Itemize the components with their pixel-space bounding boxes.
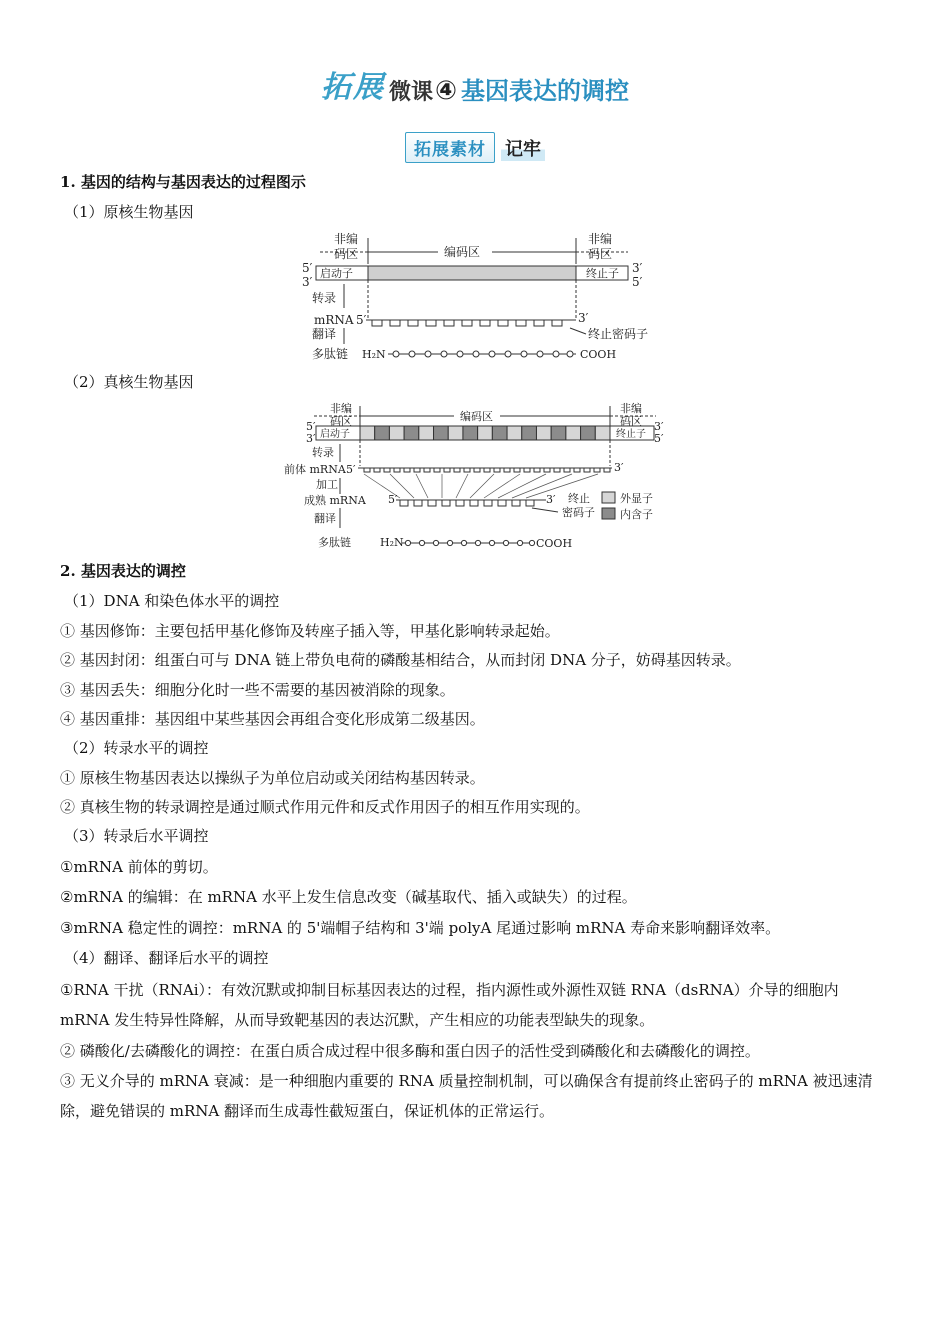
exon-block bbox=[536, 426, 551, 440]
title-number: ④ bbox=[435, 76, 458, 106]
fig1-promoter: 启动子 bbox=[320, 267, 353, 280]
section-badge bbox=[0, 132, 950, 163]
fig2-pre-codons bbox=[364, 468, 610, 472]
s2-line-2: ② 基因封闭：组蛋白可与 DNA 链上带负电荷的磷酸基相结合，从而封闭 DNA 分子，妨碍基因转录。 bbox=[60, 651, 741, 669]
intron-block bbox=[375, 426, 390, 440]
fig1-three-bottom: 3′ bbox=[302, 275, 313, 289]
intron-block bbox=[404, 426, 419, 440]
fig1-stop-codon: 终止密码子 bbox=[588, 327, 649, 341]
section1-heading: 1. 基因的结构与基因表达的过程图示 bbox=[60, 173, 306, 191]
s2-para-nmd: ③ 无义介导的 mRNA 衰减：是一种细胞内重要的 RNA 质量控制机制，可以确保含有提前终止密码子的 mRNA 被迅速清除，避免错误的 mRNA 翻译而生成毒性截短蛋白，保证机体的正常运行。 bbox=[60, 1072, 873, 1120]
fig1-mrna: mRNA bbox=[314, 313, 354, 327]
fig2-terminator: 终止子 bbox=[616, 429, 646, 440]
fig2-mature-codons bbox=[400, 500, 534, 506]
fig2-mature-three: 3′ bbox=[546, 493, 556, 506]
fig1-noncoding-left-1: 非编 bbox=[334, 232, 359, 246]
exon-block bbox=[478, 426, 493, 440]
fig1-mrna-five: 5′ bbox=[356, 313, 367, 327]
s2-line-0: （1）DNA 和染色体水平的调控 bbox=[64, 592, 280, 610]
s2-line-5: （2）转录水平的调控 bbox=[64, 739, 209, 757]
fig2-five-bottom: 5′ bbox=[654, 432, 664, 445]
prokaryotic-gene-figure bbox=[300, 228, 660, 364]
title-prefix: 拓展 bbox=[320, 70, 385, 105]
exon-block bbox=[566, 426, 581, 440]
fig2-cooh: COOH bbox=[536, 537, 573, 550]
badge-left: 拓展素材 bbox=[405, 132, 495, 163]
fig2-splice-lines bbox=[364, 474, 598, 498]
fig1-cooh: COOH bbox=[580, 348, 617, 361]
fig1-mrna-three: 3′ bbox=[578, 311, 589, 325]
fig2-three-bottom: 3′ bbox=[306, 432, 316, 445]
s2-line-4: ④ 基因重排：基因组中某些基因会再组合变化形成第二级基因。 bbox=[60, 710, 485, 728]
title-weike: 微课 bbox=[388, 80, 433, 105]
fig2-promoter: 启动子 bbox=[320, 429, 350, 440]
exon-block bbox=[595, 426, 610, 440]
fig2-coding-label: 编码区 bbox=[460, 410, 493, 423]
fig1-translation: 翻译 bbox=[312, 327, 337, 341]
intron-block bbox=[522, 426, 537, 440]
splice-line bbox=[470, 474, 494, 498]
fig2-noncoding-left-2: 码区 bbox=[330, 415, 352, 428]
s2-line-1: ① 基因修饰：主要包括甲基化修饰及转座子插入等，甲基化影响转录起始。 bbox=[60, 622, 560, 640]
fig1-three-top: 3′ bbox=[632, 261, 643, 275]
fig2-mature-five: 5′ bbox=[388, 493, 398, 506]
s2-line-7: ② 真核生物的转录调控是通过顺式作用元件和反式作用因子的相互作用实现的。 bbox=[60, 798, 590, 816]
fig2-noncoding-left-1: 非编 bbox=[330, 402, 352, 415]
fig2-pre-five: 5′ bbox=[346, 463, 356, 476]
intron-block bbox=[463, 426, 478, 440]
fig2-mature-mrna: 成熟 mRNA bbox=[304, 494, 366, 507]
fig1-h2n: H₂N bbox=[362, 348, 386, 361]
fig2-processing: 加工 bbox=[316, 478, 338, 491]
fig2-three-top: 3′ bbox=[654, 420, 664, 433]
fig2-pre-mrna: 前体 mRNA bbox=[284, 463, 346, 476]
fig2-exon-intron-blocks bbox=[360, 426, 610, 440]
fig2-five-top: 5′ bbox=[306, 420, 316, 433]
splice-line bbox=[416, 474, 428, 498]
fig2-noncoding-right-2: 码区 bbox=[620, 415, 642, 428]
section2-heading: 2. 基因表达的调控 bbox=[60, 562, 186, 580]
fig1-noncoding-left-2: 码区 bbox=[334, 247, 359, 261]
fig2-legend-exon-swatch bbox=[602, 492, 615, 503]
fig1-coding-label: 编码区 bbox=[444, 245, 481, 259]
section1-sub1: （1）原核生物基因 bbox=[64, 203, 194, 221]
s2-line-11: ③mRNA 稳定性的调控：mRNA 的 5'端帽子结构和 3'端 polyA 尾通过影响 mRNA 寿命来影响翻译效率。 bbox=[60, 919, 781, 937]
eukaryotic-gene-figure bbox=[284, 400, 674, 552]
fig2-pre-three: 3′ bbox=[614, 461, 624, 474]
s2-para-phos: ② 磷酸化/去磷酸化的调控：在蛋白质合成过程中很多酶和蛋白因子的活性受到磷酸化和去磷酸化的调控。 bbox=[60, 1042, 760, 1060]
fig1-five-bottom: 5′ bbox=[632, 275, 643, 289]
fig2-noncoding-right-1: 非编 bbox=[620, 402, 642, 415]
s2-line-6: ① 原核生物基因表达以操纵子为单位启动或关闭结构基因转录。 bbox=[60, 769, 485, 787]
s2-para-rnai: ①RNA 干扰（RNAi）：有效沉默或抑制目标基因表达的过程，指内源性或外源性双链 RNA（dsRNA）介导的细胞内 mRNA 发生特异性降解，从而导致靶基因的表达沉默，产生相应的功能表型缺失的现象。 bbox=[60, 981, 839, 1029]
fig1-noncoding-right-1: 非编 bbox=[588, 232, 613, 246]
fig2-translation: 翻译 bbox=[314, 512, 336, 525]
exon-block bbox=[419, 426, 434, 440]
exon-block bbox=[448, 426, 463, 440]
intron-block bbox=[581, 426, 596, 440]
exon-block bbox=[507, 426, 522, 440]
fig1-transcription: 转录 bbox=[312, 291, 337, 305]
fig1-coding-region bbox=[368, 266, 576, 280]
s2-line-9: ①mRNA 前体的剪切。 bbox=[60, 858, 218, 876]
fig2-legend-intron-swatch bbox=[602, 508, 615, 519]
fig2-legend-intron: 内含子 bbox=[620, 508, 653, 521]
fig1-stop-pointer bbox=[570, 328, 586, 334]
s2-line-8: （3）转录后水平调控 bbox=[64, 827, 209, 845]
s2-line-12: （4）翻译、翻译后水平的调控 bbox=[64, 949, 269, 967]
fig2-stop-2: 密码子 bbox=[562, 506, 595, 519]
fig1-polypeptide: 多肽链 bbox=[312, 347, 349, 361]
fig1-noncoding-right-2: 码区 bbox=[588, 247, 613, 261]
fig2-polypeptide: 多肽链 bbox=[318, 536, 351, 549]
s2-line-3: ③ 基因丢失：细胞分化时一些不需要的基因被消除的现象。 bbox=[60, 681, 455, 699]
page-title bbox=[0, 62, 950, 108]
fig2-stop-1: 终止 bbox=[568, 492, 590, 505]
title-main: 基因表达的调控 bbox=[461, 77, 630, 105]
exon-block bbox=[360, 426, 375, 440]
section1-sub2: （2）真核生物基因 bbox=[64, 373, 194, 391]
fig2-transcription: 转录 bbox=[312, 446, 334, 459]
splice-line bbox=[498, 474, 546, 498]
splice-line bbox=[456, 474, 468, 498]
fig1-terminator: 终止子 bbox=[586, 267, 619, 280]
intron-block bbox=[551, 426, 566, 440]
intron-block bbox=[434, 426, 449, 440]
splice-line bbox=[484, 474, 520, 498]
s2-line-10: ②mRNA 的编辑：在 mRNA 水平上发生信息改变（碱基取代、插入或缺失）的过程。 bbox=[60, 888, 637, 906]
fig1-codons bbox=[372, 320, 562, 326]
intron-block bbox=[492, 426, 507, 440]
badge-right: 记牢 bbox=[501, 135, 545, 161]
exon-block bbox=[389, 426, 404, 440]
fig1-five-top: 5′ bbox=[302, 261, 313, 275]
fig2-legend-exon: 外显子 bbox=[620, 492, 653, 505]
fig2-h2n: H₂N bbox=[380, 536, 404, 549]
